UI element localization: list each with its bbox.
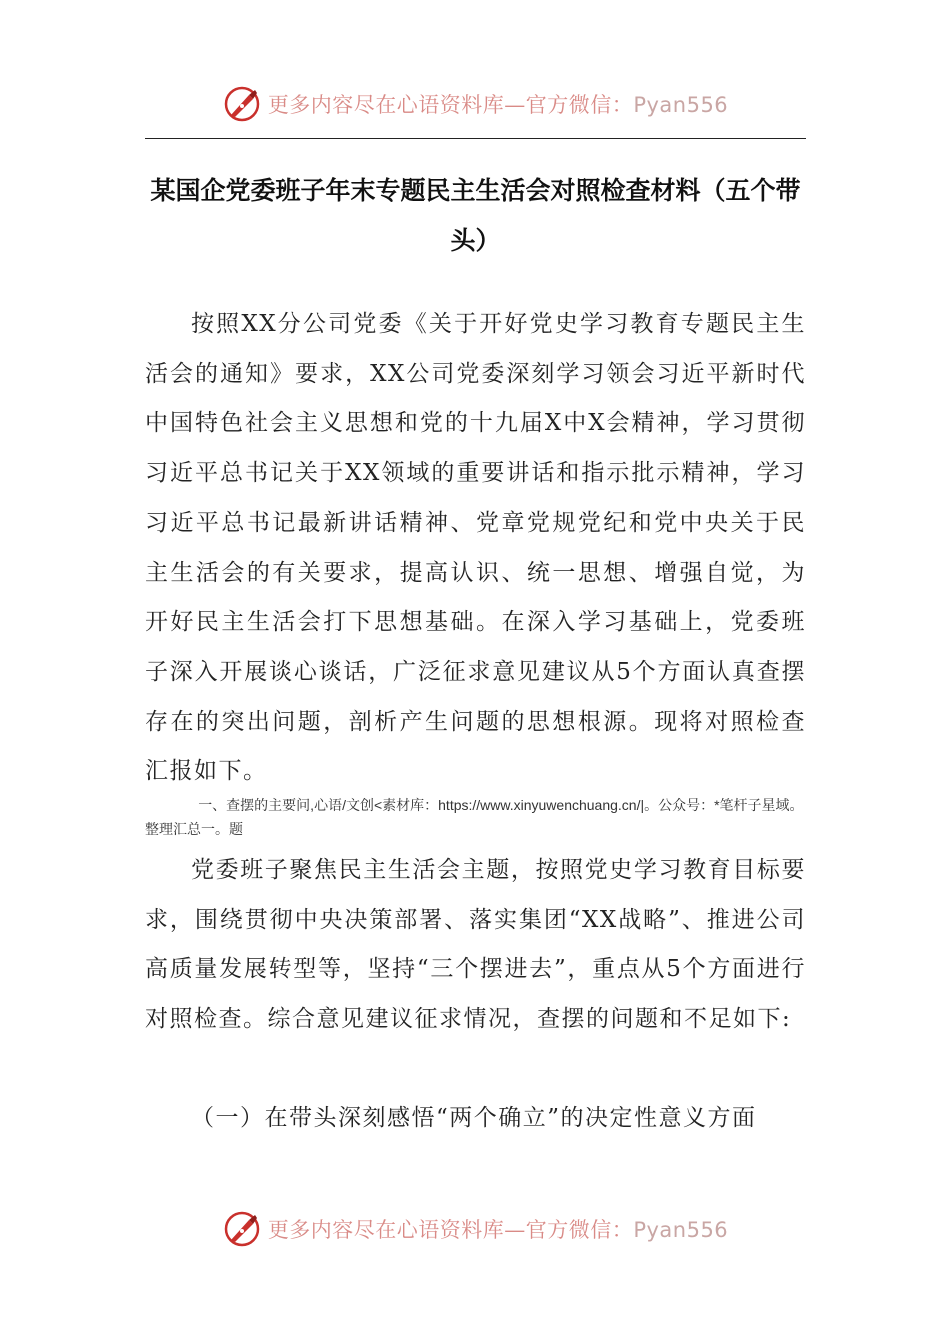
banner-text: 更多内容尽在心语资料库—官方微信：Pyan556 bbox=[267, 93, 729, 117]
body-paragraph: 党委班子聚焦民主生活会主题，按照党史学习教育目标要求，围绕贯彻中央决策部署、落实集团“XX战略”、推进公司高质量发展转型等，坚持“三个摆进去”，重点从5个方面进行对照检查。综合意见建议征求情况，查摆的问题和不足如下: bbox=[145, 857, 806, 1033]
header-divider bbox=[145, 138, 806, 139]
banner-text: 更多内容尽在心语资料库—官方微信：Pyan556 bbox=[267, 1218, 729, 1242]
footer-banner bbox=[0, 1201, 950, 1257]
document-title: 某国企党委班子年末专题民主生活会对照检查材料（五个带头） bbox=[150, 176, 801, 255]
intro-paragraph: 按照XX分公司党委《关于开好党史学习教育专题民主生活会的通知》要求，XX公司党委深刻学习领会习近平新时代中国特色社会主义思想和党的十九届X中X会精神，学习贯彻习近平总书记关于XX领域的重要讲话和指示批示精神，学习习近平总书记最新讲话精神、党章党规党纪和党中央关于民主生活会的有关要求，提高认识、统一思想、增强自觉，为开好民主生活会打下思想基础。在深入学习基础上，党委班子深入开展谈心谈话，广泛征求意见建议从5个方面认真查摆存在的突出问题，剖析产生问题的思想根源。现将对照检查汇报如下。 bbox=[145, 311, 806, 785]
header-banner bbox=[0, 76, 950, 132]
pen-nib-logo-icon bbox=[222, 1209, 262, 1249]
source-note: 一、查摆的主要问,心语/文创<素材库：https://www.xinyuwenchuang.cn/|。公众号：*笔杆子星域。整理汇总一。题 bbox=[145, 797, 804, 837]
banner-wechat-id: Pyan556 bbox=[633, 93, 729, 117]
section-heading: （一）在带头深刻感悟“两个确立”的决定性意义方面 bbox=[191, 1105, 757, 1131]
banner-wechat-id: Pyan556 bbox=[633, 1218, 729, 1242]
pen-nib-logo-icon bbox=[222, 84, 262, 124]
